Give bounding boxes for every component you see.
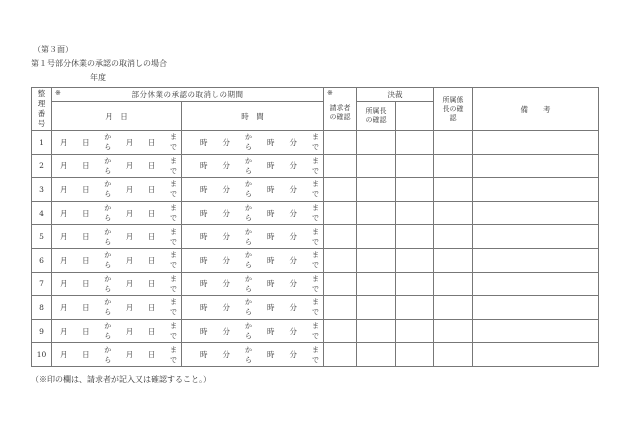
date-range-cell[interactable]: 月 日 か ら 月 日 ま で <box>52 225 182 249</box>
table-row <box>32 201 599 225</box>
remarks-cell[interactable] <box>473 248 599 272</box>
requester-check-cell[interactable] <box>324 201 357 225</box>
header-section-chief-check: 所属係 長の確 認 <box>434 88 473 131</box>
header-director-check: 所属長 の確認 <box>357 102 396 131</box>
time-range-cell[interactable]: 時 分 か ら 時 分 ま で <box>182 225 324 249</box>
fiscal-year-label: 年度 <box>90 73 106 82</box>
decision-blank-cell[interactable] <box>396 272 434 296</box>
time-range-cell[interactable]: 時 分 か ら 時 分 ま で <box>182 272 324 296</box>
form-title: 第１号部分休業の承認の取消しの場合 <box>31 59 167 68</box>
page-label: （第３面） <box>33 45 73 54</box>
requester-check-cell[interactable] <box>324 131 357 155</box>
section-chief-check-cell[interactable] <box>434 296 473 320</box>
row-number: 7 <box>32 272 52 296</box>
header-date: 月 日 <box>52 102 182 131</box>
row-number: 2 <box>32 154 52 178</box>
remarks-cell[interactable] <box>473 131 599 155</box>
section-chief-check-cell[interactable] <box>434 201 473 225</box>
cancellation-period-table <box>31 87 599 367</box>
remarks-cell[interactable] <box>473 178 599 202</box>
requester-check-cell[interactable] <box>324 154 357 178</box>
table-row <box>32 272 599 296</box>
row-number: 4 <box>32 201 52 225</box>
header-period-title: ※ 部分休業の承認の取消しの期間 <box>52 88 324 102</box>
remarks-cell[interactable] <box>473 319 599 343</box>
section-chief-check-cell[interactable] <box>434 272 473 296</box>
time-range-cell[interactable]: 時 分 か ら 時 分 ま で <box>182 201 324 225</box>
remarks-cell[interactable] <box>473 296 599 320</box>
date-range-cell[interactable]: 月 日 か ら 月 日 ま で <box>52 178 182 202</box>
time-range-cell[interactable]: 時 分 か ら 時 分 ま で <box>182 343 324 367</box>
remarks-cell[interactable] <box>473 154 599 178</box>
remarks-cell[interactable] <box>473 272 599 296</box>
row-number: 9 <box>32 319 52 343</box>
date-range-cell[interactable]: 月 日 か ら 月 日 ま で <box>52 248 182 272</box>
section-chief-check-cell[interactable] <box>434 343 473 367</box>
section-chief-check-cell[interactable] <box>434 225 473 249</box>
date-range-cell[interactable]: 月 日 か ら 月 日 ま で <box>52 154 182 178</box>
director-check-cell[interactable] <box>357 225 396 249</box>
director-check-cell[interactable] <box>357 131 396 155</box>
director-check-cell[interactable] <box>357 154 396 178</box>
director-check-cell[interactable] <box>357 248 396 272</box>
footer-note: （※印の欄は、請求者が記入又は確認すること。） <box>31 375 211 384</box>
header-remarks: 備 考 <box>473 88 599 131</box>
decision-blank-cell[interactable] <box>396 201 434 225</box>
row-number: 10 <box>32 343 52 367</box>
requester-check-cell[interactable] <box>324 225 357 249</box>
director-check-cell[interactable] <box>357 319 396 343</box>
row-number: 8 <box>32 296 52 320</box>
decision-blank-cell[interactable] <box>396 296 434 320</box>
requester-check-cell[interactable] <box>324 343 357 367</box>
remarks-cell[interactable] <box>473 343 599 367</box>
section-chief-check-cell[interactable] <box>434 131 473 155</box>
date-range-cell[interactable]: 月 日 か ら 月 日 ま で <box>52 131 182 155</box>
required-mark: ※ <box>327 89 333 97</box>
requester-check-cell[interactable] <box>324 178 357 202</box>
date-range-cell[interactable]: 月 日 か ら 月 日 ま で <box>52 319 182 343</box>
header-time: 時 間 <box>182 102 324 131</box>
director-check-cell[interactable] <box>357 272 396 296</box>
section-chief-check-cell[interactable] <box>434 248 473 272</box>
section-chief-check-cell[interactable] <box>434 178 473 202</box>
requester-check-cell[interactable] <box>324 248 357 272</box>
director-check-cell[interactable] <box>357 201 396 225</box>
decision-blank-cell[interactable] <box>396 225 434 249</box>
row-number: 5 <box>32 225 52 249</box>
time-range-cell[interactable]: 時 分 か ら 時 分 ま で <box>182 131 324 155</box>
table-row <box>32 296 599 320</box>
decision-blank-cell[interactable] <box>396 319 434 343</box>
header-decision-blank <box>396 102 434 131</box>
requester-check-cell[interactable] <box>324 296 357 320</box>
section-chief-check-cell[interactable] <box>434 154 473 178</box>
time-range-cell[interactable]: 時 分 か ら 時 分 ま で <box>182 296 324 320</box>
table-row <box>32 248 599 272</box>
decision-blank-cell[interactable] <box>396 248 434 272</box>
table-row <box>32 225 599 249</box>
time-range-cell[interactable]: 時 分 か ら 時 分 ま で <box>182 154 324 178</box>
time-range-cell[interactable]: 時 分 か ら 時 分 ま で <box>182 319 324 343</box>
table-row <box>32 319 599 343</box>
table-row <box>32 154 599 178</box>
director-check-cell[interactable] <box>357 343 396 367</box>
director-check-cell[interactable] <box>357 178 396 202</box>
remarks-cell[interactable] <box>473 225 599 249</box>
decision-blank-cell[interactable] <box>396 131 434 155</box>
date-range-cell[interactable]: 月 日 か ら 月 日 ま で <box>52 296 182 320</box>
time-range-cell[interactable]: 時 分 か ら 時 分 ま で <box>182 248 324 272</box>
row-number: 1 <box>32 131 52 155</box>
row-number: 3 <box>32 178 52 202</box>
date-range-cell[interactable]: 月 日 か ら 月 日 ま で <box>52 343 182 367</box>
remarks-cell[interactable] <box>473 201 599 225</box>
row-number: 6 <box>32 248 52 272</box>
header-requester-check: ※ 請求者 の確認 <box>324 88 357 131</box>
table-row <box>32 131 599 155</box>
decision-blank-cell[interactable] <box>396 343 434 367</box>
director-check-cell[interactable] <box>357 296 396 320</box>
required-mark: ※ <box>55 89 61 97</box>
decision-blank-cell[interactable] <box>396 178 434 202</box>
date-range-cell[interactable]: 月 日 か ら 月 日 ま で <box>52 201 182 225</box>
header-number: 整 理 番 号 <box>32 88 52 131</box>
header-decision: 決裁 <box>357 88 434 102</box>
table-row <box>32 343 599 367</box>
requester-check-cell[interactable] <box>324 319 357 343</box>
time-range-cell[interactable]: 時 分 か ら 時 分 ま で <box>182 178 324 202</box>
date-range-cell[interactable]: 月 日 か ら 月 日 ま で <box>52 272 182 296</box>
section-chief-check-cell[interactable] <box>434 319 473 343</box>
requester-check-cell[interactable] <box>324 272 357 296</box>
decision-blank-cell[interactable] <box>396 154 434 178</box>
table-row <box>32 178 599 202</box>
